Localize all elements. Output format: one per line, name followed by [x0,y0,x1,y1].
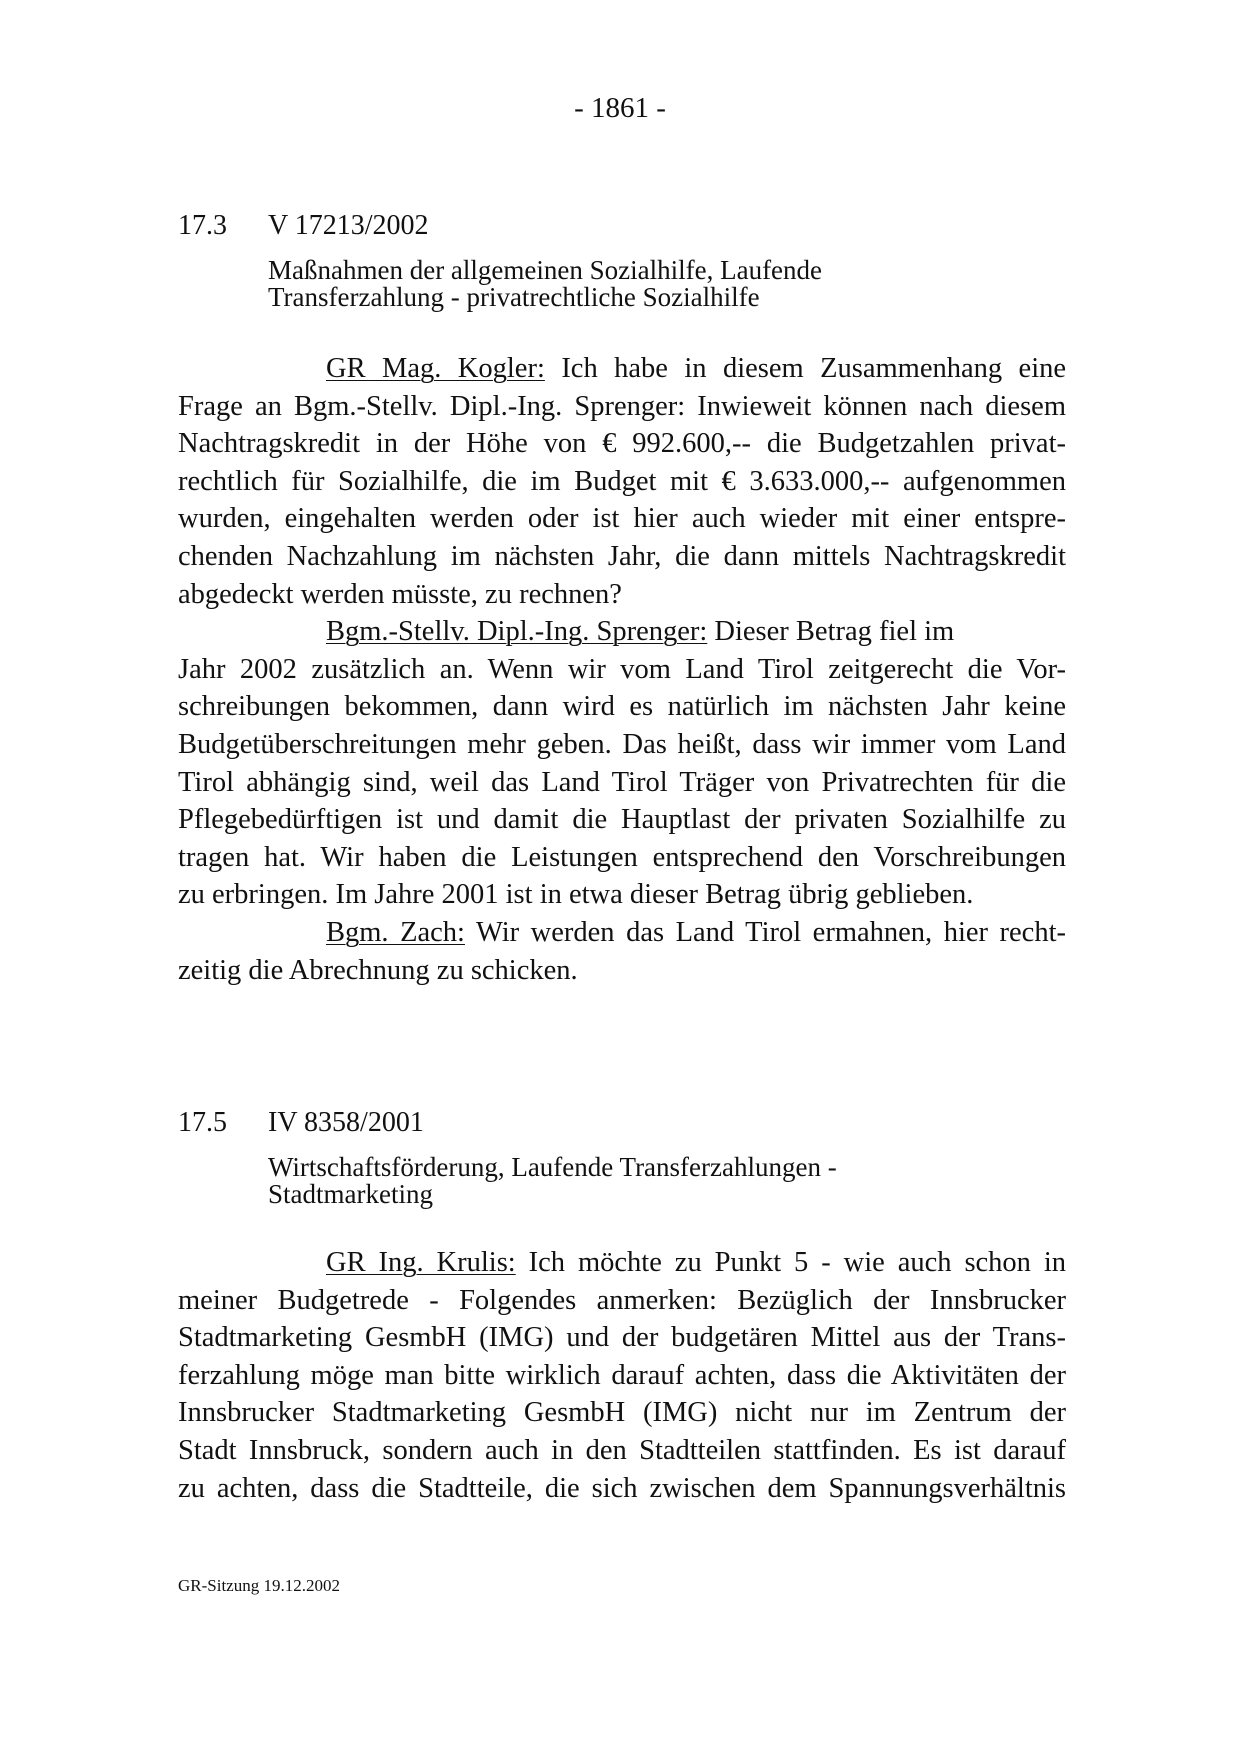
speaker-name: GR Mag. Kogler: [326,353,545,384]
discussion-17-3 [178,350,1066,989]
text-line: zu achten, dass die Stadtteile, die sich zwischen dem Spannungsverhältnis [178,1472,1066,1504]
text-line: Pflegebedürftigen ist und damit die Hauptlast der privaten Sozialhilfe zu [178,804,1066,836]
text-line: ferzahlung möge man bitte wirklich darauf achten, dass die Aktivitäten der [178,1359,1066,1391]
text-line: zu erbringen. Im Jahre 2001 ist in etwa dieser Betrag übrig geblieben. [178,879,974,911]
text-line: wurden, eingehalten werden oder ist hier auch wieder mit einer entspre- [178,503,1066,535]
text-line: Innsbrucker Stadtmarketing GesmbH (IMG) nicht nur im Zentrum der [178,1397,1066,1429]
section-reference: IV 8358/2001 [268,1107,424,1138]
speaker-name: GR Ing. Krulis: [326,1247,516,1278]
page-number: - 1861 - [574,92,666,124]
text-line: Tirol abhängig sind, weil das Land Tirol Träger von Privatrechten für die [178,766,1066,798]
discussion-17-5 [178,1244,1066,1507]
statement-first-line: Bgm. Zach: Wir werden das Land Tirol ermahnen, hier recht- [326,916,1066,948]
text-line: tragen hat. Wir haben die Leistungen entsprechend den Vorschreibungen [178,841,1066,873]
text-line: rechtlich für Sozialhilfe, die im Budget mit € 3.633.000,-- aufgenommen [178,465,1066,497]
speaker-name: Bgm.-Stellv. Dipl.-Ing. Sprenger: [326,616,708,648]
description-line: Maßnahmen der allgemeinen Sozialhilfe, Laufende [268,255,823,285]
text-line: Budgetüberschreitungen mehr geben. Das heißt, dass wir immer vom Land [178,728,1066,760]
text-line: Frage an Bgm.-Stellv. Dipl.-Ing. Sprenger: Inwieweit können nach diesem [178,390,1066,422]
statement-first-line: GR Mag. Kogler: Ich habe in diesem Zusammenhang eine [326,353,1067,384]
statement-first-line: Bgm.-Stellv. Dipl.-Ing. Sprenger: Dieser Betrag fiel im [326,616,955,648]
text-line: Nachtragskredit in der Höhe von € 992.600,-- die Budgetzahlen privat- [178,428,1066,460]
text-line: meiner Budgetrede - Folgendes anmerken: Bezüglich der Innsbrucker [178,1284,1066,1316]
section-reference: V 17213/2002 [268,210,429,241]
description-line: Transferzahlung - privatrechtliche Sozialhilfe [268,282,760,312]
text-line: Jahr 2002 zusätzlich an. Wenn wir vom Land Tirol zeitgerecht die Vor- [178,653,1066,685]
section-number: 17.5 [178,1107,227,1138]
text-line: Stadtmarketing GesmbH (IMG) und der budgetären Mittel aus der Trans- [178,1322,1066,1354]
text-line: schreibungen bekommen, dann wird es natürlich im nächsten Jahr keine [178,691,1066,723]
section-description-17-3 [268,257,822,311]
text-line: Stadt Innsbruck, sondern auch in den Stadtteilen stattfinden. Es ist darauf [178,1434,1066,1466]
page-footer: GR-Sitzung 19.12.2002 [178,1576,340,1595]
text-line: zeitig die Abrechnung zu schicken. [178,954,578,986]
speaker-name: Bgm. Zach: [326,916,465,948]
statement-first-line: GR Ing. Krulis: Ich möchte zu Punkt 5 - wie auch schon in [326,1247,1067,1278]
section-number: 17.3 [178,210,227,241]
section-description-17-5 [268,1154,837,1208]
text-line: abgedeckt werden müsste, zu rechnen? [178,578,622,610]
description-line: Stadtmarketing [268,1179,433,1209]
description-line: Wirtschaftsförderung, Laufende Transferzahlungen - [268,1152,837,1182]
text-line: chenden Nachzahlung im nächsten Jahr, die dann mittels Nachtragskredit [178,540,1066,572]
